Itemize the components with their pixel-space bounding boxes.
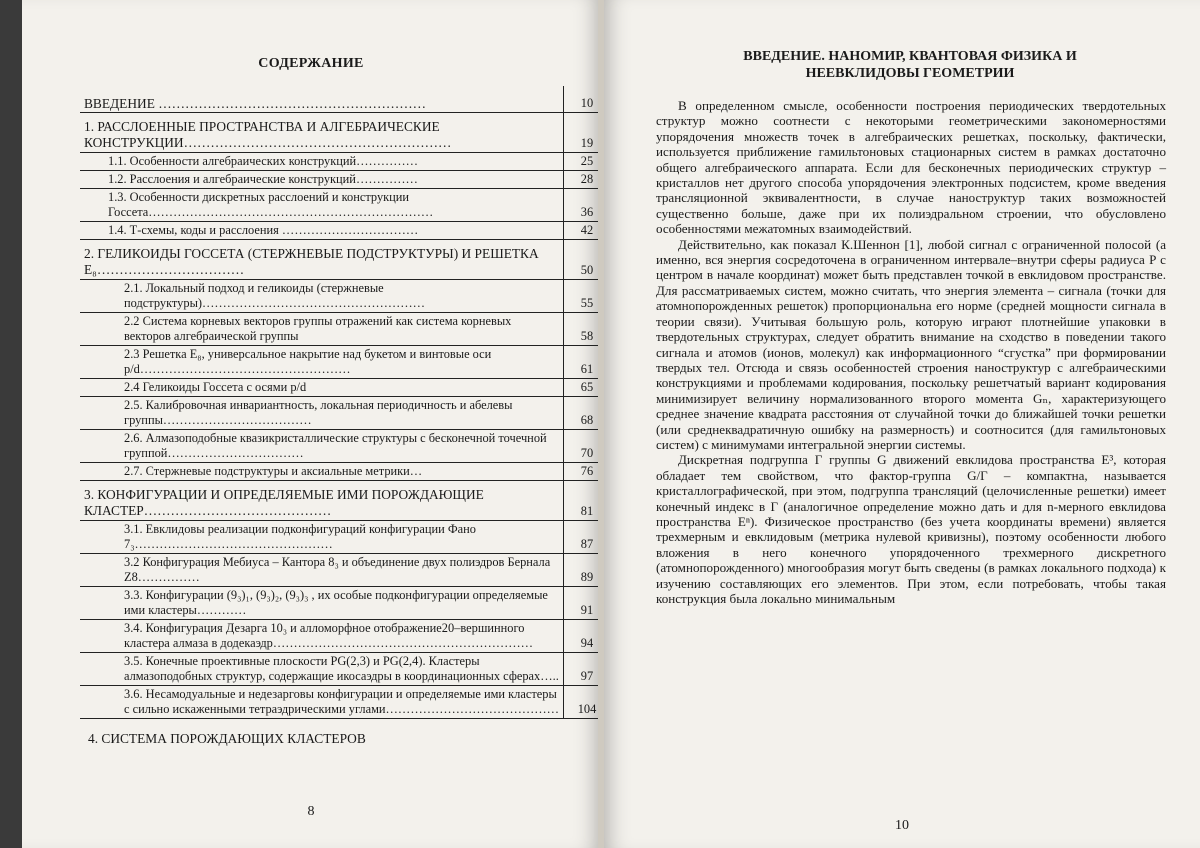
chapter-title-line2: НЕЕВКЛИДОВЫ ГЕОМЕТРИИ [805,66,1015,81]
toc-entry [80,240,600,280]
toc-entry-page: 68 [563,397,600,429]
toc-entry-text: 2.1. Локальный подход и геликоиды (стержневые подструктуры)……………………………………………… [124,281,426,310]
toc-entry [80,481,600,521]
toc-entry [80,189,600,222]
toc-entry-text: 2.4 Геликоиды Госсета с осями p/d [124,380,307,394]
toc-entry-text: 2.6. Алмазоподобные квазикристаллические структуры с бесконечной точечной группой…………………………… [124,431,547,460]
left-page [22,0,600,848]
toc-entry-page: 61 [563,346,600,378]
toc-entry-text: 3. КОНФИГУРАЦИИ И ОПРЕДЕЛЯЕМЫЕ ИМИ ПОРОЖДАЮЩИЕ КЛАСТЕР…………………………………… [84,487,484,518]
toc-entry-text: 3.2 Конфигурация Мебиуса – Кантора 8₃ и объединение двух полиэдров Бернала Z8…………… [124,555,551,584]
toc-entry-text: 3.1. Евклидовы реализации подконфигураций конфигурации Фано 7₃………………………………………… [124,522,476,551]
toc-entry-page: 55 [563,280,600,312]
toc-entry-page: 89 [563,554,600,586]
toc-entry [80,153,600,171]
toc-entry [80,463,600,481]
toc-entry-page: 42 [563,222,600,239]
paragraph: Действительно, как показал К.Шеннон [1], любой сигнал с ограниченной полосой (а именно, вся энергия сосредоточена в ограниченном интервале–внутри сферы радиуса P с центром в начале координат) может быть представлен точкой в евклидовом пространстве. Для рассматриваемых систем, можно считать, что энергия элемента – сигнала (точки для атомнопорожденных решеток) пропорциональна его норме (средней мощности сигнала в теории связи). Учитывая большую роль, которую играют плотнейшие упаковки в твердотельных структурах, следует обратить внимание на сходство в поведении такого сигнала и атомов (ионов, молекул) как информационного “сгустка” при формировании твердых тел. Отсюда и связь особенностей строения наноструктур с алгебраическими конструкциями и проблемами кодирования, поскольку решетчатый вариант кодирования минимизирует величину нормализованного второго момента Gₙ, характеризующего среднее значение квадрата расстояния от случайной точки до ближайшей точки решетки (или среднеквадратичную ошибку на размерность) и соотносится (для гамильтоновых систем) с минимумами интегральной энергии системы. [656,236,1166,452]
toc-entry [80,554,600,587]
toc-entry [80,346,600,379]
toc-entry [80,430,600,463]
toc-entry-page: 10 [563,86,600,112]
toc-entry-text: 2.7. Стержневые подструктуры и аксиальные метрики… [124,464,423,478]
toc-entry [80,397,600,430]
toc-entry-page: 28 [563,171,600,188]
toc-entry-text: 2.5. Калибровочная инвариантность, локальная периодичность и абелевы группы……………………………… [124,398,513,427]
toc-entry [80,313,600,346]
toc-entry-page: 58 [563,313,600,345]
toc-entry [80,280,600,313]
toc-entry [80,653,600,686]
toc-entry-page: 19 [563,113,600,152]
toc-entry [80,686,600,719]
toc-entry-page [564,719,600,747]
table-of-contents [80,86,600,747]
toc-entry-text: 3.4. Конфигурация Дезарга 10₃ и алломорфное отображение20–вершинного кластера алмаза в додекаэдр……………………………………………………… [124,621,534,650]
right-page [604,0,1200,848]
body-text [656,98,1166,606]
toc-entry-text: 2.3 Решетка E₈, универсальное накрытие над букетом и винтовые оси p/d…………………………………………… [124,347,492,376]
contents-title: СОДЕРЖАНИЕ [258,56,364,71]
toc-entry [80,171,600,189]
toc-entry-text: 2. ГЕЛИКОИДЫ ГОССЕТА (СТЕРЖНЕВЫЕ ПОДСТРУКТУРЫ) И РЕШЕТКА E₈…………………………… [84,246,539,277]
toc-entry-text: 1. РАССЛОЕННЫЕ ПРОСТРАНСТВА И АЛГЕБРАИЧЕСКИЕ КОНСТРУКЦИИ…………………………………………………… [84,119,452,150]
toc-entry-page: 65 [563,379,600,396]
toc-entry-text: 1.4. Т-схемы, коды и расслоения …………………………… [108,223,419,237]
toc-entry [80,521,600,554]
toc-entry-text: 3.6. Несамодуальные и недезарговы конфигурации и определяемые ими кластеры с сильно искаженными тетраэдрическими углами…………………………………… [124,687,560,716]
toc-entry-text: 3.3. Конфигурации (9₃)₁, (9₃)₂, (9₃)₃ , их особые подконфигурации определяемые ими кластеры………… [124,588,548,617]
toc-entry-text: 4. СИСТЕМА ПОРОЖДАЮЩИХ КЛАСТЕРОВ [88,731,366,746]
toc-entry [80,620,600,653]
toc-entry-text: 1.2. Расслоения и алгебраические конструкций…………… [108,172,418,186]
chapter-title-line1: ВВЕДЕНИЕ. НАНОМИР, КВАНТОВАЯ ФИЗИКА И [743,49,1077,64]
paragraph: Дискретная подгруппа Г группы G движений евклидова пространства E³, которая обладает тем свойством, что фактор-группа G/Г – компактна, называется кристаллографической, при этом, подгруппа трансляций (целочисленные решетки) имеет конечный индекс в Г (аналогичное определение можно дать и для n-мерного евклидова пространства Eⁿ). Физическое пространство (без учета координаты времени) является трехмерным и евклидовым (метрика нулевой кривизны), поэтому особенности любого вложения в него конечного упорядоченного трехмерного дискретного (атомнопорожденного) многообразия могут быть сведены (в рамках локального подхода) к изучению составляющих его элементов. При этом, если потребовать, чтобы такая конструкция была локально минимальным [656,452,1166,606]
toc-entry-text: 1.3. Особенности дискретных расслоений и конструкции Госсета…………………………………………………………… [108,190,434,219]
toc-entry [80,113,600,153]
toc-entry-page: 76 [563,463,600,480]
left-page-number: 8 [307,804,315,819]
toc-entry-text: 3.5. Конечные проективные плоскости PG(2,3) и PG(2,4). Кластеры алмазоподобных структур, содержащие икосаэдры в координационных сферах….. [124,654,559,683]
toc-entry-page: 87 [563,521,600,553]
toc-entry-page: 36 [563,189,600,221]
chapter-title [674,48,1146,82]
toc-entry [80,719,600,747]
toc-entry-text: ВВЕДЕНИЕ …………………………………………………… [84,96,427,111]
toc-entry-text: 1.1. Особенности алгебраических конструкций…………… [108,154,419,168]
toc-entry-page: 104 [563,686,600,718]
paragraph: В определенном смысле, особенности построения периодических твердотельных структур можно соотнести с некоторыми геометрическими закономерностями упорядочения множеств точек в алгебраических решетках, поскольку, фактически, используется приближение гамильтоновых стационарных систем в рамках достаточно общего алгебраического аппарата. Если для бесконечных периодических структур – кристаллов нет другого способа упорядочения электронных подсистем, кроме введения трансляционной эквивалентности, в случае наноструктур таких возможностей существенно больше, даже при их полиэдральном строении, что обусловлено особенностями межатомных взаимодействий. [656,98,1166,237]
toc-entry [80,379,600,397]
toc-entry [80,86,600,113]
toc-entry-page: 97 [563,653,600,685]
toc-entry-page: 50 [563,240,600,279]
toc-entry-page: 25 [563,153,600,170]
toc-entry-page: 91 [563,587,600,619]
toc-entry-page: 94 [563,620,600,652]
toc-entry [80,222,600,240]
toc-entry [80,587,600,620]
right-page-number: 10 [895,818,909,833]
toc-entry-text: 2.2 Система корневых векторов группы отражений как система корневых векторов алгебраической группы [124,314,512,343]
toc-entry-page: 81 [563,481,600,520]
toc-entry-page: 70 [563,430,600,462]
